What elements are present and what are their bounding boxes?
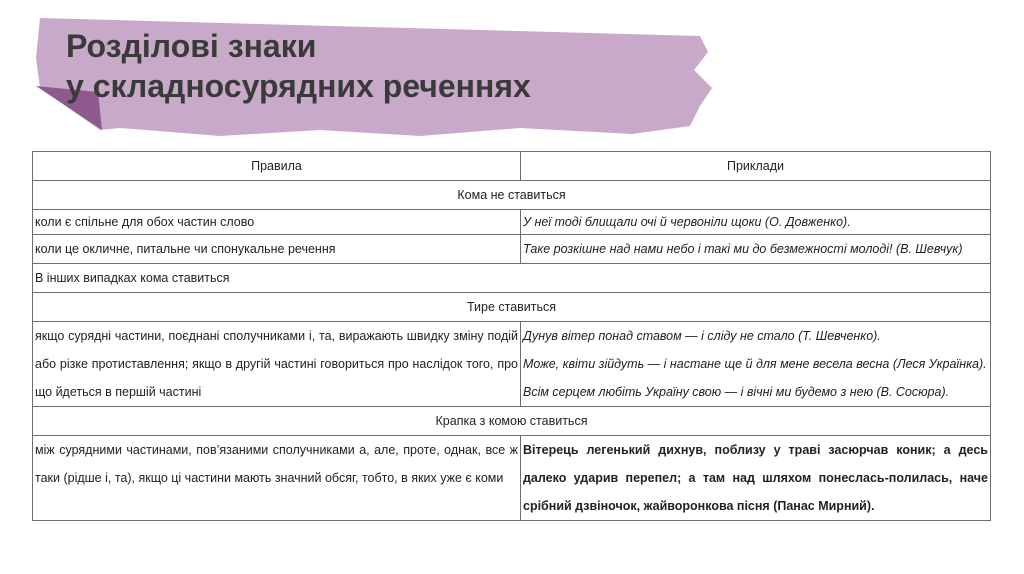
title-line-2: у складносурядних реченнях: [66, 68, 531, 104]
example-line: Всім серцем любіть Україну свою — і вічні ми будемо з нею (В. Сосюра).: [523, 385, 950, 399]
example-cell: Вітерець легенький дихнув, поблизу у траві засюрчав коник; а десь далеко ударив перепел; а там над шляхом понеслась-полилась, наче срібний дзвіночок, жайворонкова пісня (Панас Мирний).: [521, 436, 991, 521]
rule-cell: між сурядними частинами, пов’язаними сполучниками а, але, проте, однак, все ж таки (рідше і, та), якщо ці частини мають значний обсяг, тобто, в яких уже є коми: [33, 436, 521, 521]
example-line: Може, квіти зійдуть — і настане ще й для мене весела весна (Леся Українка).: [523, 357, 987, 371]
section-dash: Тире ставиться: [33, 293, 991, 322]
section-no-comma: Кома не ставиться: [33, 181, 991, 210]
page-title: [66, 26, 531, 106]
rule-cell: якщо сурядні частини, поєднані сполучниками і, та, виражають швидку зміну подій або різке протиставлення; якщо в другій частині говориться про наслідок того, про що йдеться в першій частині: [33, 322, 521, 407]
table-row: [33, 235, 991, 264]
punctuation-rules-table: [32, 151, 991, 521]
section-row: [33, 181, 991, 210]
other-cases-cell: В інших випадках кома ставиться: [33, 264, 991, 293]
header-rules: Правила: [33, 152, 521, 181]
example-cell: [521, 322, 991, 407]
table-header-row: [33, 152, 991, 181]
table-row: [33, 264, 991, 293]
example-line: Дунув вітер понад ставом — і сліду не стало (Т. Шевченко).: [523, 329, 881, 343]
table-row: [33, 436, 991, 521]
section-row: [33, 407, 991, 436]
table-row: [33, 322, 991, 407]
header-examples: Приклади: [521, 152, 991, 181]
section-semicolon: Крапка з комою ставиться: [33, 407, 991, 436]
rule-cell: коли є спільне для обох частин слово: [33, 210, 521, 235]
example-cell: У неї тоді блищали очі й червоніли щоки (О. Довженко).: [521, 210, 991, 235]
table-row: [33, 210, 991, 235]
rule-cell: коли це окличне, питальне чи спонукальне речення: [33, 235, 521, 264]
title-line-1: Розділові знаки: [66, 28, 317, 64]
example-cell: Таке розкішне над нами небо і такі ми до безмежності молоді! (В. Шевчук): [521, 235, 991, 264]
section-row: [33, 293, 991, 322]
